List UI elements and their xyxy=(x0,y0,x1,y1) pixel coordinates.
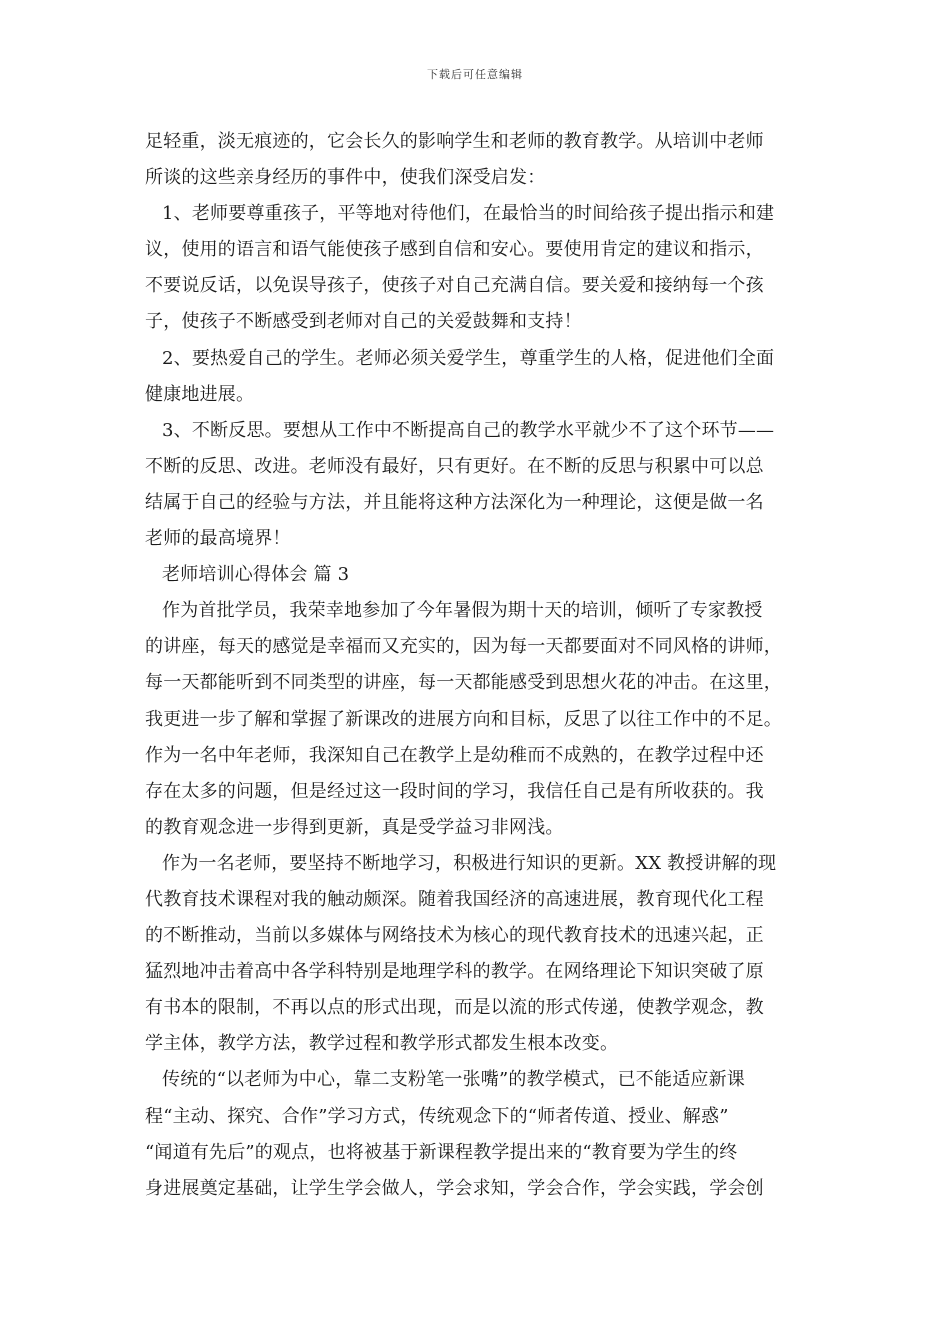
text-line: 健康地进展。 xyxy=(145,383,255,405)
text-line: 老师培训心得体会 篇 3 xyxy=(162,564,350,586)
text-line: 传统的“以老师为中心，靠二支粉笔一张嘴”的教学模式，已不能适应新课 xyxy=(162,1069,746,1091)
text-line: 1、老师要尊重孩子，平等地对待他们，在最恰当的时间给孩子提出指示和建 xyxy=(162,203,775,225)
text-line: 3、不断反思。要想从工作中不断提高自己的教学水平就少不了这个环节—— xyxy=(162,419,775,441)
text-line: 存在太多的问题，但是经过这一段时间的学习，我信任自己是有所收获的。我 xyxy=(145,780,764,802)
text-line: 作为一名中年老师，我深知自己在教学上是幼稚而不成熟的，在教学过程中还 xyxy=(145,744,764,766)
text-line: 每一天都能听到不同类型的讲座，每一天都能感受到思想火花的冲击。在这里， xyxy=(145,672,782,694)
text-line: 子，使孩子不断感受到老师对自己的关爱鼓舞和支持！ xyxy=(145,311,582,333)
text-line: 老师的最高境界！ xyxy=(145,528,291,550)
text-line: 所谈的这些亲身经历的事件中，使我们深受启发： xyxy=(145,167,546,189)
text-line: 猛烈地冲击着高中各学科特别是地理学科的教学。在网络理论下知识突破了原 xyxy=(145,961,764,983)
page-header: 下载后可任意编辑 xyxy=(427,68,523,81)
text-line: 学主体，教学方法，教学过程和教学形式都发生根本改变。 xyxy=(145,1033,619,1055)
text-line: 的不断推动，当前以多媒体与网络技术为核心的现代教育技术的迅速兴起，正 xyxy=(145,925,764,947)
text-line: 作为首批学员，我荣幸地参加了今年暑假为期十天的培训，倾听了专家教授 xyxy=(162,600,763,622)
text-line: 作为一名老师，要坚持不断地学习，积极进行知识的更新。XX 教授讲解的现 xyxy=(162,852,777,874)
text-line: 程“主动、探究、合作”学习方式，传统观念下的“师者传道、授业、解惑” xyxy=(145,1105,729,1127)
text-line: 代教育技术课程对我的触动颇深。随着我国经济的高速进展，教育现代化工程 xyxy=(145,888,764,910)
text-line: 不要说反话，以免误导孩子，使孩子对自己充满自信。要关爱和接纳每一个孩 xyxy=(145,275,764,297)
text-line: 结属于自己的经验与方法，并且能将这种方法深化为一种理论，这便是做一名 xyxy=(145,491,764,513)
document-body xyxy=(145,124,810,1207)
text-line: 有书本的限制，不再以点的形式出现，而是以流的形式传递，使教学观念，教 xyxy=(145,997,764,1019)
text-line: 议，使用的语言和语气能使孩子感到自信和安心。要使用肯定的建议和指示， xyxy=(145,239,764,261)
text-line: 我更进一步了解和掌握了新课改的进展方向和目标，反思了以往工作中的不足。 xyxy=(145,708,782,730)
text-line: 的教育观念进一步得到更新，真是受学益习非网浅。 xyxy=(145,816,564,838)
text-line: “闻道有先后”的观点，也将被基于新课程教学提出来的“教育要为学生的终 xyxy=(145,1141,738,1163)
text-line: 身进展奠定基础，让学生学会做人，学会求知，学会合作，学会实践，学会创 xyxy=(145,1177,764,1199)
text-line: 不断的反思、改进。老师没有最好，只有更好。在不断的反思与积累中可以总 xyxy=(145,455,764,477)
text-line: 足轻重，淡无痕迹的，它会长久的影响学生和老师的教育教学。从培训中老师 xyxy=(145,131,764,152)
text-line: 2、要热爱自己的学生。老师必须关爱学生，尊重学生的人格，促进他们全面 xyxy=(162,347,775,369)
text-line: 的讲座，每天的感觉是幸福而又充实的，因为每一天都要面对不同风格的讲师， xyxy=(145,636,782,658)
